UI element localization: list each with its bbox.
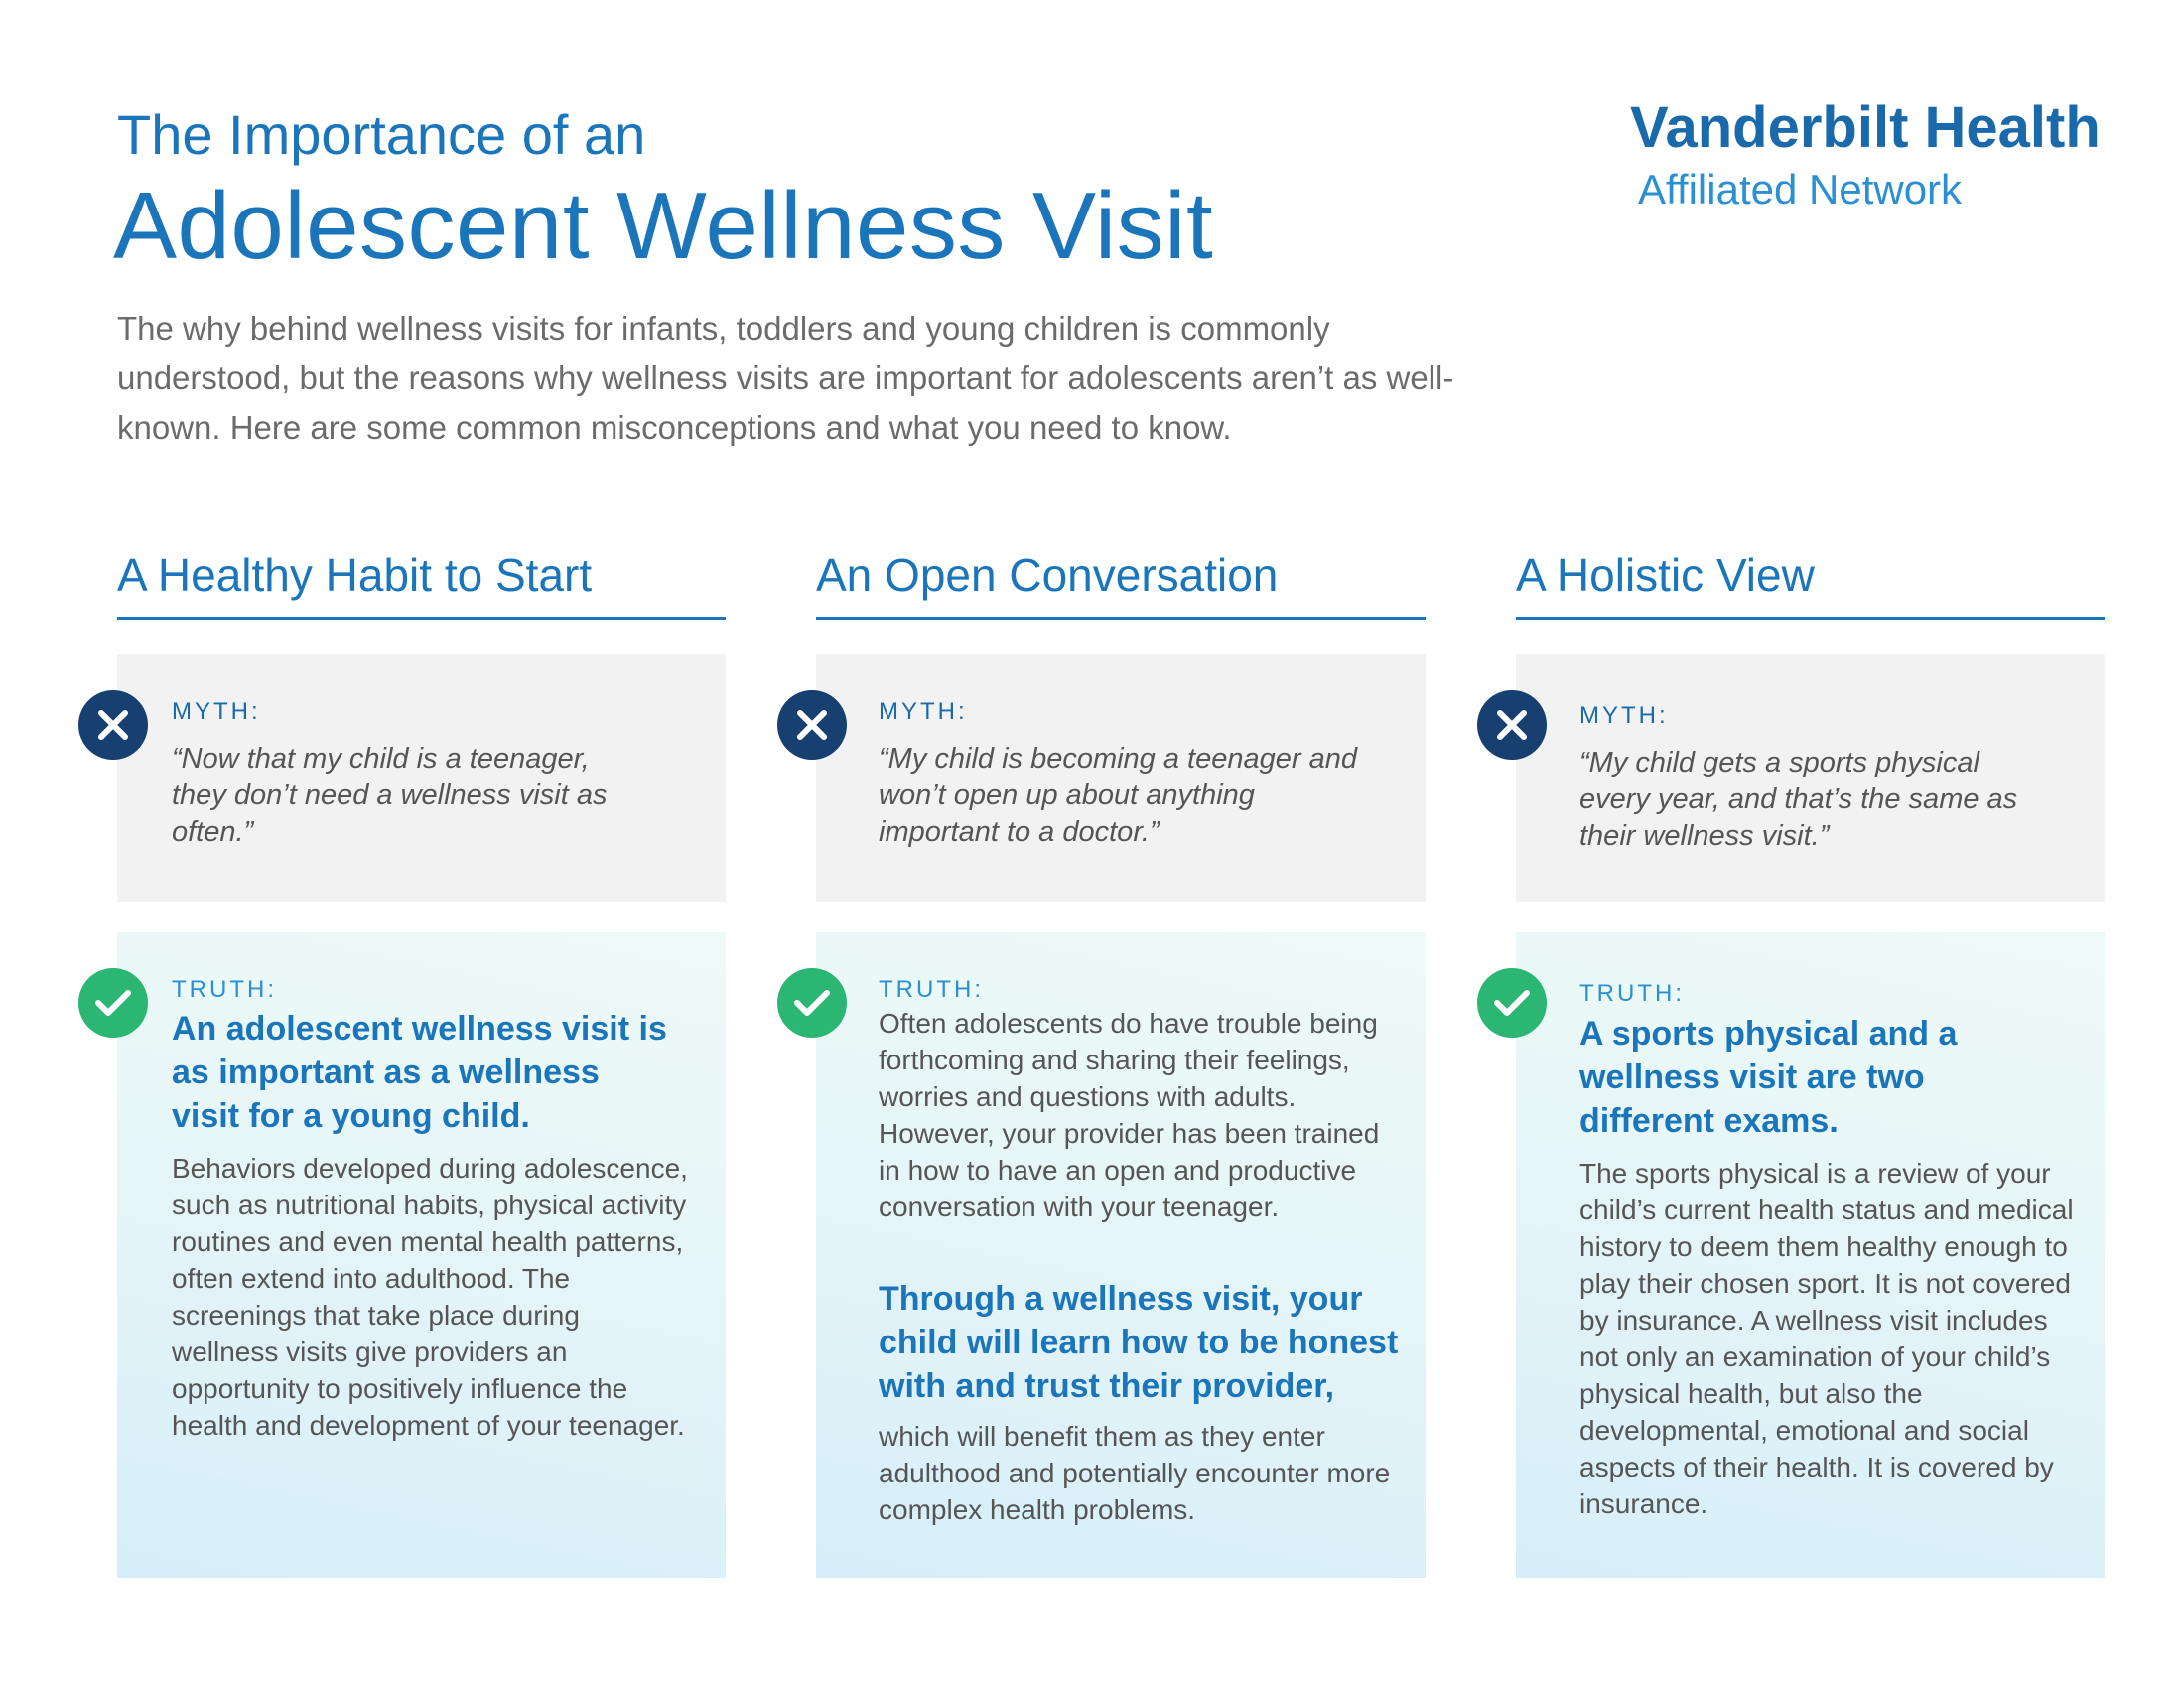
intro-paragraph: The why behind wellness visits for infants, toddlers and young children is commonly understood, but the reasons why wellness visits are important for adolescents aren’t as well-known. Here are some common misconceptions and what you need to know. (117, 310, 1454, 446)
myth-label: MYTH: (172, 698, 261, 725)
column-title-holistic: A Holistic View (1516, 549, 1815, 601)
truth-headline: A sports physical and a wellness visit are two different exams. (1579, 1015, 1958, 1140)
truth-highlight: Through a wellness visit, your child will learn how to be honest with and trust their provider, (879, 1280, 1399, 1405)
truth-body: The sports physical is a review of your child’s current health status and medical history to deem them healthy enough to play their chosen sport. It is not covered by insurance. A wellness visit includes not only an examination of your child’s physical health, but also the developmental, emotional and social aspects of their health. It is covered by insurance. (1579, 1158, 2074, 1519)
close-icon (1477, 690, 1547, 760)
close-icon (78, 690, 148, 760)
column-divider (117, 617, 726, 620)
close-icon (777, 690, 847, 760)
truth-label: TRUTH: (1579, 980, 1685, 1007)
column-divider (816, 617, 1426, 620)
truth-label: TRUTH: (172, 976, 277, 1003)
myth-label: MYTH: (1579, 702, 1669, 729)
column-title-habit: A Healthy Habit to Start (117, 549, 593, 601)
truth-label: TRUTH: (879, 976, 984, 1003)
truth-headline: An adolescent wellness visit is as important as a wellness visit for a young child. (172, 1010, 667, 1135)
brand-name: Vanderbilt Health (1630, 95, 2101, 160)
myth-quote: “My child gets a sports physical every year, and that’s the same as their wellness visit.” (1579, 747, 2018, 852)
column-divider (1516, 617, 2105, 620)
truth-body: Behaviors developed during adolescence, such as nutritional habits, physical activity routines and even mental health patterns, often extend into adulthood. The screenings that take place during wellness visits give providers an opportunity to positively influence the health and development of your teenager. (172, 1153, 688, 1441)
check-icon (1477, 968, 1547, 1038)
truth-body-continued: which will benefit them as they enter adulthood and potentially encounter more complex health problems. (879, 1421, 1391, 1525)
page-title: Adolescent Wellness Visit (113, 173, 1214, 279)
myth-quote: “Now that my child is a teenager, they don’t need a wellness visit as often.” (172, 743, 608, 848)
myth-quote: “My child is becoming a teenager and won’t open up about anything important to a doctor.” (879, 743, 1357, 848)
check-icon (777, 968, 847, 1038)
myth-label: MYTH: (879, 698, 968, 725)
column-title-conversation: An Open Conversation (816, 549, 1279, 601)
truth-body: Often adolescents do have trouble being forthcoming and sharing their feelings, worries and questions with adults. However, your provider has been trained in how to have an open and productive conversation with your teenager. (879, 1008, 1380, 1222)
check-icon (78, 968, 148, 1038)
brand-subtitle: Affiliated Network (1638, 166, 1963, 212)
title-line-1: The Importance of an (117, 103, 646, 166)
